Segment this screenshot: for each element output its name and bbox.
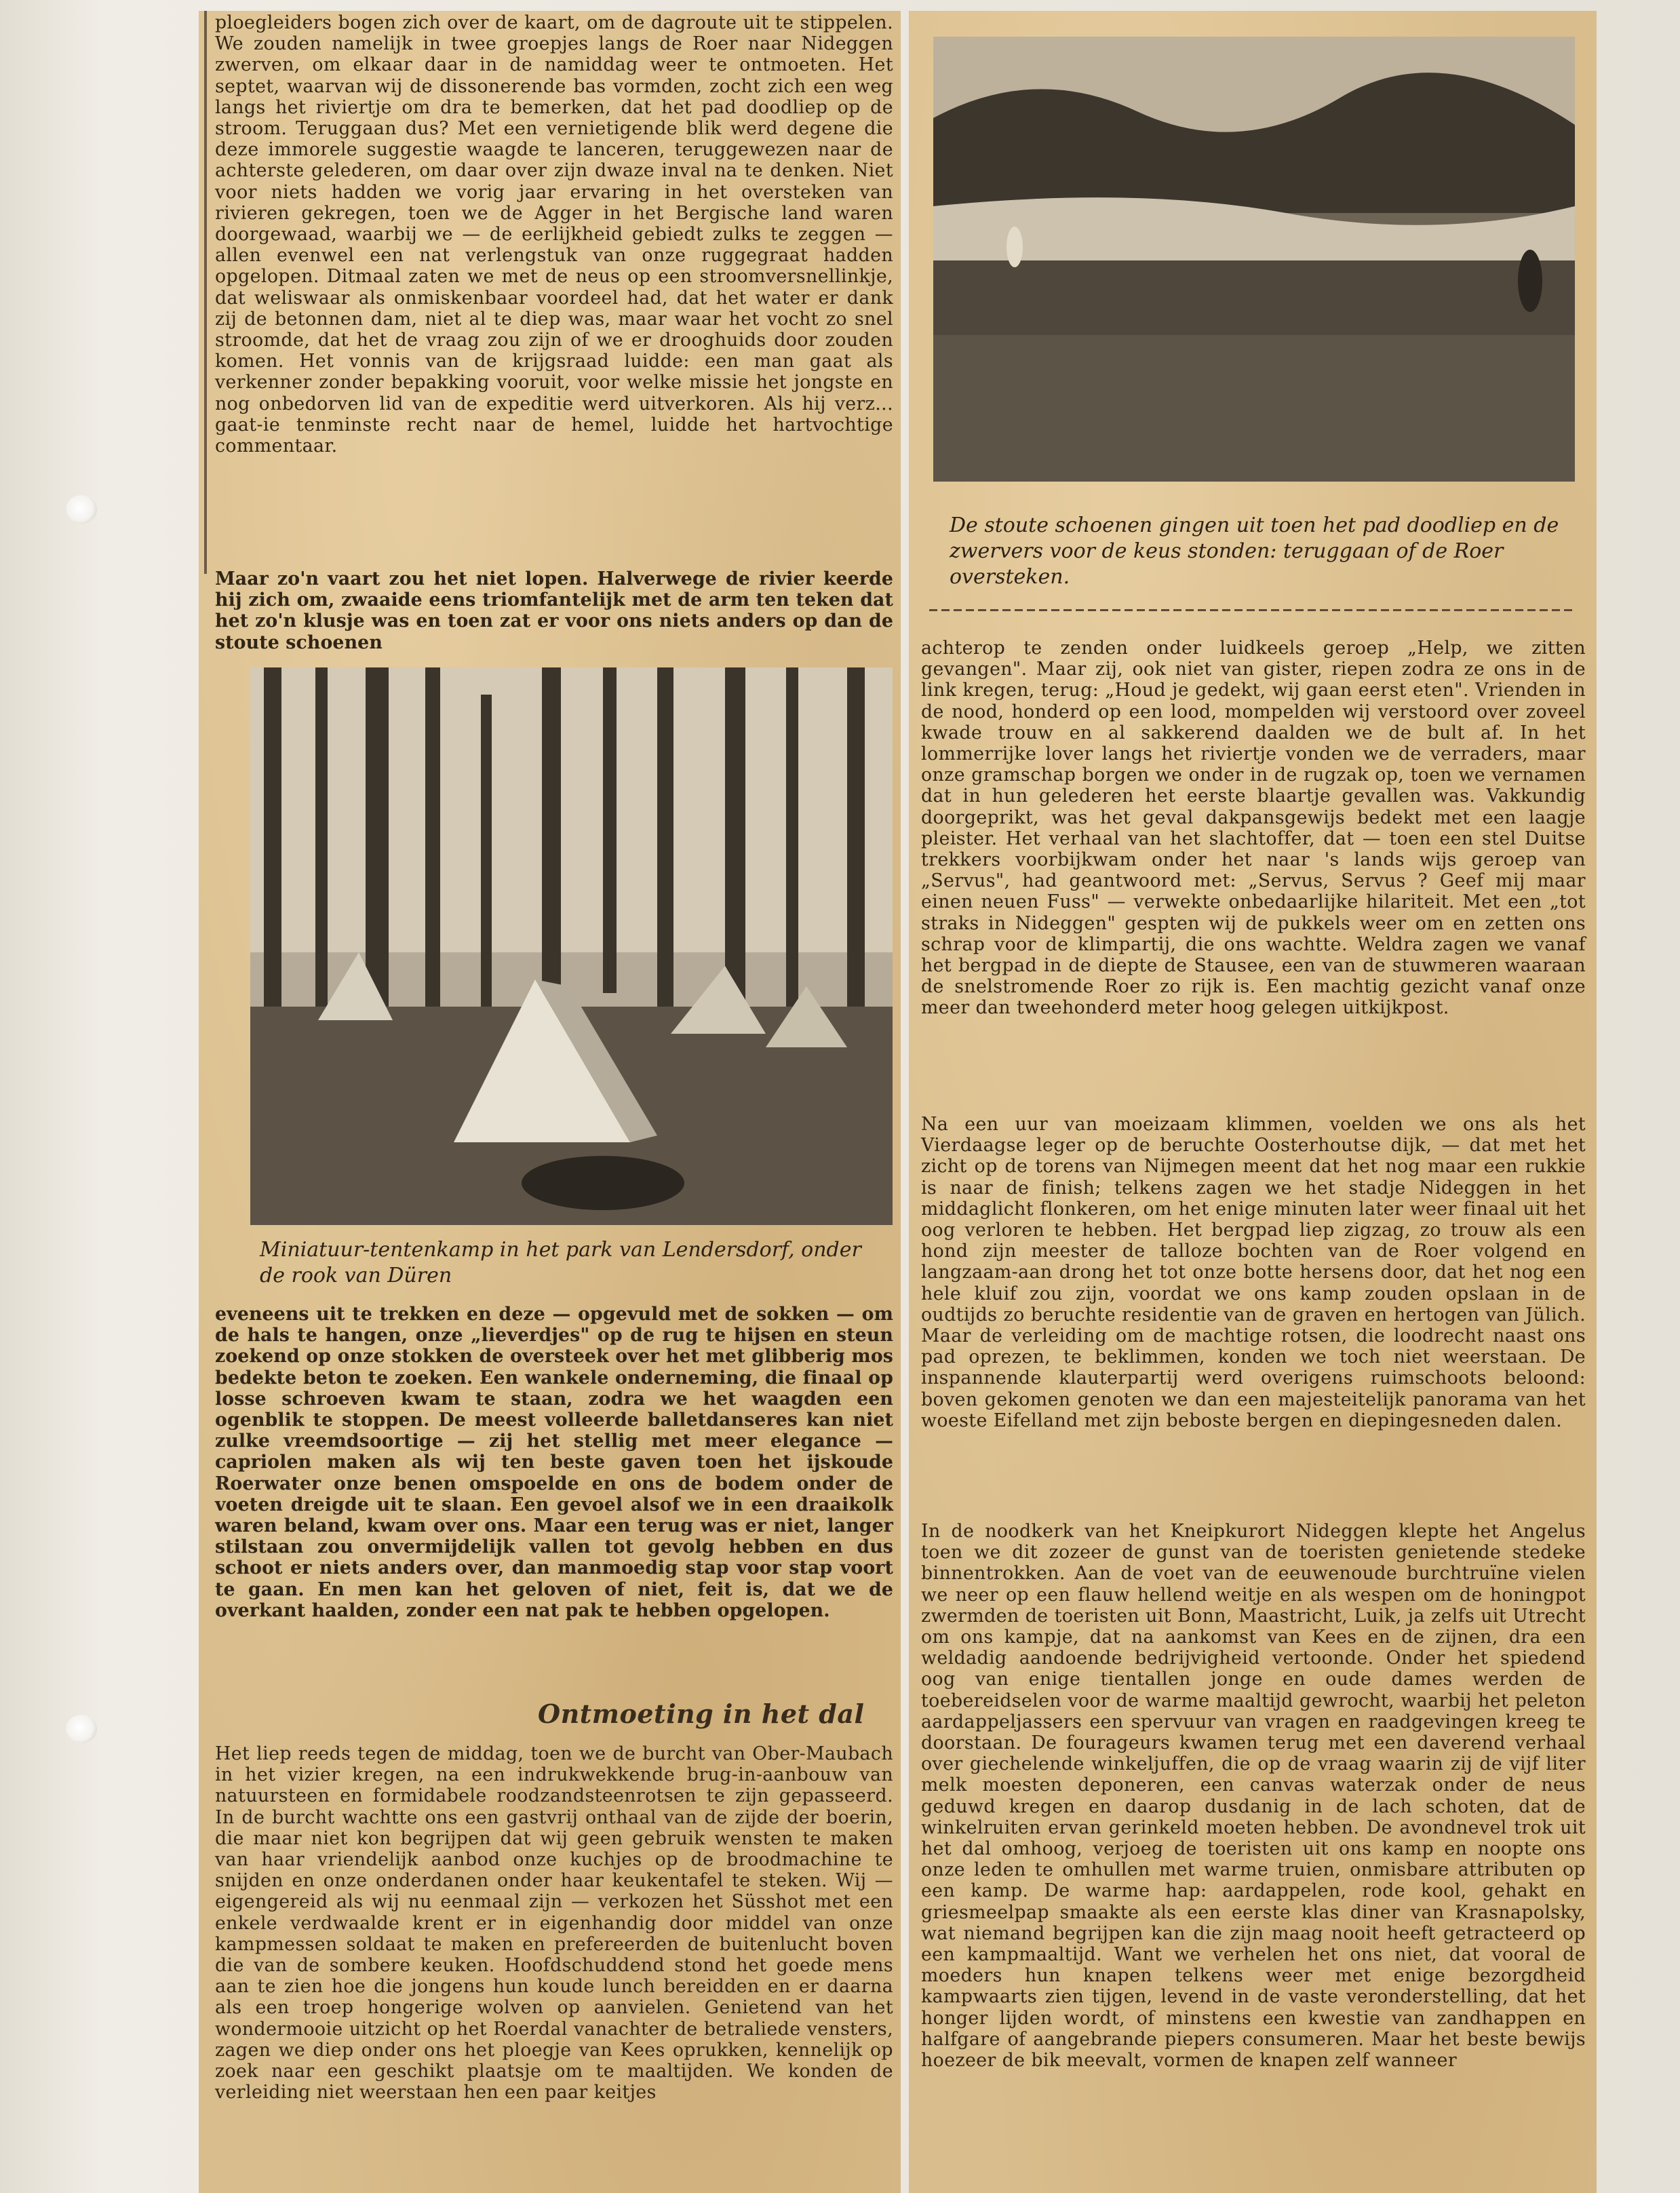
clipping-column-left [199, 11, 901, 2193]
caption-tent-camp: Miniatuur-tentenkamp in het park van Lendersdorf, onder de rook van Düren [260, 1238, 861, 1287]
photo-tent-camp-image [250, 667, 893, 1225]
article-text-col1-mid: eveneens uit te trekken en deze — opgevuld met de sokken — om de hals te hangen, onze „lieverdjes" op de rug te hijsen en steun zoekend op onze stokken de oversteek over het met glibberig mos bedekte beton te zoeken. Een wankele onderneming, die finaal op losse schroeven kwam te staan, zodra we het waagden een ogenblik te stoppen. De meest volleerde balletdanseres kan niet zulke vreemdsoortige — zij het stellig met meer elegance — capriolen maken als wij ten beste gaven toen het ijskoude Roerwater onze benen omspoelde en ons de bodem onder de voeten dreigde uit te slaan. Een gevoel alsof we in een draaikolk waren beland, kwam over ons. Maar een terug was er niet, langer stilstaan zou onvermijdelijk vallen tot gevolg hebben en dus schoot er niets anders over, dan manmoedig stap voor stap voort te gaan. En men kan het geloven of niet, feit is, dat we de overkant haalden, zonder een nat pak te hebben opgelopen. [215, 1304, 893, 1621]
article-text-col2-bottom: In de noodkerk van het Kneipkurort Nideggen klepte het Angelus toen we dit zozeer de gunst van de toeristen genietende stedeke binnentrokken. Aan de voet van de eeuwenoude burchtruïne vielen we neer op een flauw hellend weitje en als wespen om de honingpot zwermden de toeristen uit Bonn, Maastricht, Luik, ja zelfs uit Utrecht om ons kampje, dat na aankomst van Kees en de zijnen, dra een weldadig aandoende bedrijvigheid vertoonde. Onder het spiedend oog van enige tientallen jonge en oude dames werden de toebereidselen voor de warme maaltijd gewrocht, waarbij het peleton aardappeljassers een spervuur van vragen en raadgevingen kreeg te doorstaan. De fourageurs kwamen terug met een daverend verhaal over giechelende winkeljuffen, die op de vraag waarin zij de vijf liter melk moesten deponeren, een canvas waterzak onder de neus geduwd kregen en daarop dusdanig in de lach schoten, dat de winkelruiten ervan gerinkeld moeten hebben. De avondnevel trok uit het dal omhoog, verjoeg de toeristen uit ons kamp en noopte ons onze leden te omhullen met warme truien, onmisbare attributen op een kamp. De warme hap: aardappelen, rode kool, gehakt en griesmeelpap smaakte als een eerste klas diner van Krasnapolsky, wat niemand begrijpen kan die zijn maag nooit heeft getracteerd op een kampmaaltijd. Want we verhelen het ons niet, dat vooral de moeders hun knapen telkens weer met enige bezorgdheid kampwaarts zien tijgen, levend in de vaste veronderstelling, dat het honger lijden wordt, of minstens een kwestie van zandhappen en halfgare of aangebrande piepers consumeren. Maar het beste bewijs hoezeer de bik meevalt, vormen de knapen zelf wanneer [921, 1521, 1586, 2072]
punch-hole-top [66, 495, 97, 524]
wavy-divider [929, 609, 1574, 611]
photo-river-crossing-image [933, 37, 1575, 482]
article-text-col2-mid: Na een uur van moeizaam klimmen, voelden we ons als het Vierdaagse leger op de beruchte Oosterhoutse dijk, — dat met het zicht op de torens van Nijmegen meent dat het nog maar een rukkie is naar de finish; telkens zagen we het stadje Nideggen in het middaglicht flonkeren, om het enige minuten later weer finaal uit het oog verloren te hebben. Het bergpad liep zigzag, zo trouw als een hond zijn meester de talloze bochten van de Roer volgend en langzaam-aan drong het tot onze botte hersens door, dat het nog een hele kluif zou zijn, voordat we ons kamp zouden opslaan in de oudtijds zo beruchte residentie van de graven en hertogen van Jülich. Maar de verleiding om de machtige rotsen, die loodrecht naast ons pad oprezen, te beklimmen, konden we toch niet weerstaan. De inspannende klauterpartij werd overigens ruimschoots beloond: boven gekomen genoten we dan een majesteitelijk panorama van het woeste Eifelland met zijn beboste bergen en diepingesneden dalen. [921, 1114, 1586, 1431]
caption-river-crossing: De stoute schoenen gingen uit toen het pad doodliep en de zwervers voor de keus stonden: teruggaan of de Roer oversteken. [950, 513, 1559, 589]
punch-hole-bottom [66, 1715, 97, 1743]
article-text-col1-top: ploegleiders bogen zich over de kaart, om de dagroute uit te stippelen. We zouden namelijk in twee groepjes langs de Roer naar Nideggen zwerven, om elkaar daar in de namiddag weer te ontmoeten. Het septet, waarvan wij de dissonerende bas vormden, zocht zich een weg langs het riviertje om dra te bemerken, dat het pad doodliep op de stroom. Teruggaan dus? Met een vernietigende blik werd degene die deze immorele suggestie waagde te lanceren, teruggewezen naar de achterste gelederen, om daar over zijn dwaze inval na te denken. Niet voor niets hadden we vorig jaar ervaring in het oversteken van rivieren gekregen, toen we de Agger in het Bergische land waren doorgewaad, waarbij we — de eerlijkheid gebiedt zulks te zeggen — allen evenwel een nat verlengstuk van onze ruggegraat hadden opgelopen. Ditmaal zaten we met de neus op een stroomversnellinkje, dat weliswaar als onmiskenbaar voordeel had, dat het water er dank zij de betonnen dam, niet al te diep was, maar waar het vocht zo snel stroomde, dat het de vraag zou zijn of we er drooghuids door zouden komen. Het vonnis van de krijgsraad luidde: een man gaat als verkenner zonder bepakking vooruit, voor welke missie het jongste en nog onbedorven lid van de expeditie werd uitverkoren. Als hij verz... gaat-ie tenminste recht naar de hemel, luidde het hartvochtige commentaar. [215, 12, 893, 457]
article-text-col1-bottom: Het liep reeds tegen de middag, toen we de burcht van Ober-Maubach in het vizier kregen, na een indrukwekkende brug-in-aanbouw van natuursteen en formidabele roodzandsteenrotsen te zijn gepasseerd. In de burcht wachtte ons een gastvrij onthaal van de zijde der boerin, die maar niet kon begrijpen dat wij geen gebruik wensten te maken van haar vriendelijk aanbod onze kuchjes op de broodmachine te snijden en onze onderdanen onder haar keukentafel te steken. Wij — eigengereid als wij nu eenmaal zijn — verkozen het Süsshot met een enkele verdwaalde krent er in eigenhandig door middel van onze kampmessen soldaat te maken en prefereerden de buitenlucht boven die van de sombere keuken. Hoofdschuddend stond het goede mens aan te zien hoe die jongens hun koude lunch bereidden en er daarna als een troep hongerige wolven op aanvielen. Genietend van het wondermooie uitzicht op het Roerdal vanachter de betraliede vensters, zagen we diep onder ons het ploegje van Kees oprukken, kennelijk op zoek naar een geschikt plaatsje om te maaltijden. We konden de verleiding niet weerstaan hen een paar keitjes [215, 1743, 893, 2103]
article-text-col2-top: achterop te zenden onder luidkeels geroep „Help, we zitten gevangen". Maar zij, ook niet van gister, riepen zodra ze ons in de link kregen, terug: „Houd je gedekt, wij gaan eerst eten". Vrienden in de nood, honderd op een lood, mompelden wij verstoord over zoveel kwade trouw en al sakkerend daalden we de bult af. In het lommerrijke lover langs het riviertje vonden we de verraders, maar onze gramschap borgen we onder in de rugzak op, toen we vernamen dat in hun gelederen het eerste blaartje gevallen was. Vakkundig doorgeprikt, was het geval dakpansgewijs bedekt met een laagje pleister. Het verhaal van het slachtoffer, dat — toen een stel Duitse trekkers voorbijkwam onder het naar 's lands wijs geroep van „Servus", had geantwoord met: „Servus, Servus ? Geef mij maar einen neuen Fuss" — verwekte onbedaarlijke hilariteit. Met een „tot straks in Nideggen" gespten wij de pukkels weer om en zetten ons schrap voor de klimpartij, die ons wachtte. Weldra zagen we vanaf het bergpad in de diepte de Stausee, een van de stuwmeren waaraan de snelstromende Roer zo rijk is. Een machtig gezicht vanaf onze meer dan tweehonderd meter hoog gelegen uitkijkpost. [921, 638, 1586, 1019]
photo-river-crossing [933, 37, 1575, 482]
clipping-column-right [909, 11, 1597, 2193]
section-heading: Ontmoeting in het dal [538, 1699, 865, 1729]
article-text-col1-bold: Maar zo'n vaart zou het niet lopen. Halverwege de rivier keerde hij zich om, zwaaide eens triomfantelijk met de arm ten teken dat het zo'n klusje was en toen zat er voor ons niets anders op dan de stoute schoenen [215, 568, 893, 653]
column-rule [204, 11, 207, 574]
photo-tent-camp [250, 667, 893, 1225]
